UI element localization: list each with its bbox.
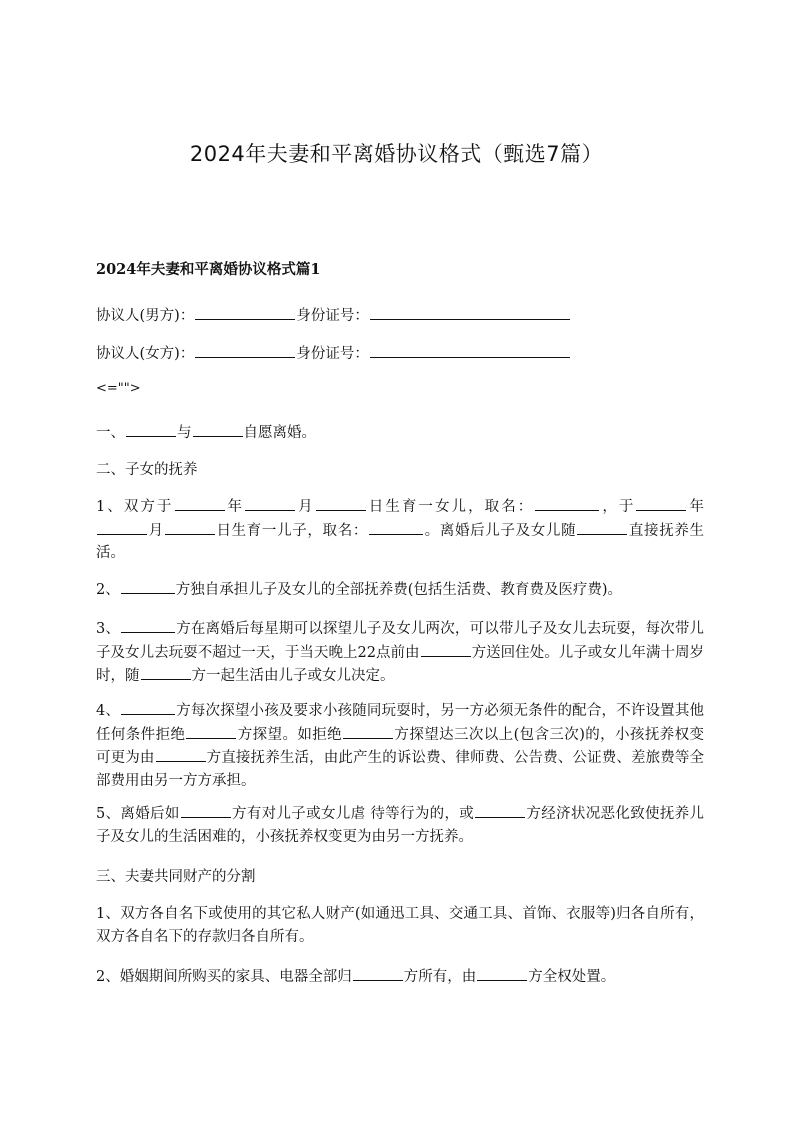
text-run: 4、 (96, 703, 121, 719)
text-run: 方探望。如拒绝 (237, 726, 343, 743)
text-run: 月 (296, 499, 315, 515)
heading-child-support: 二、子女的抚养 (96, 462, 198, 478)
item-one-suffix: 自愿离婚。 (243, 425, 316, 441)
text-run: 直接抚养生活。 (96, 522, 705, 561)
blank-field (535, 495, 599, 511)
blank-field (121, 578, 175, 594)
text-run: 方全权处置。 (528, 969, 616, 985)
blank-field (343, 723, 393, 739)
blank-field (370, 304, 570, 320)
blank-field (175, 495, 225, 511)
text-run: 1、双方于 (96, 499, 174, 515)
blank-field (370, 342, 570, 358)
property-paragraph-2 (96, 965, 704, 989)
text-run: ，于 (600, 499, 636, 515)
blank-field (245, 495, 295, 511)
text-run: 日生育一女儿，取名： (366, 499, 535, 515)
text-run: 3、 (96, 621, 121, 637)
document-title: 2024年夫妻和平离婚协议格式（甄选7篇） (189, 142, 604, 166)
party-male-label: 协议人(男方)： (96, 308, 195, 324)
item-one-line (96, 421, 706, 445)
text-run: 日生育一儿子，取名： (215, 522, 369, 539)
blank-field (636, 495, 686, 511)
blank-field (121, 699, 175, 715)
blank-field (97, 519, 147, 535)
text-run: 方所有，由 (403, 969, 477, 985)
item-one-prefix: 一、 (96, 425, 125, 441)
blank-field (181, 802, 231, 818)
blank-field (156, 746, 206, 762)
paragraph-2 (96, 578, 704, 602)
text-run: 月 (148, 522, 164, 539)
id-label: 身份证号： (296, 308, 369, 324)
blank-field (186, 723, 236, 739)
text-run: 方探望达三次以上(包含三次)的，小孩抚养权变可更为由 (96, 726, 705, 766)
item-one-mid: 与 (177, 425, 192, 441)
paragraph-5 (96, 802, 704, 848)
section-title: 2024年夫妻和平离婚协议格式篇1 (96, 261, 321, 278)
blank-field (195, 342, 295, 358)
blank-field (475, 802, 525, 818)
party-male-line (96, 304, 706, 328)
blank-field (369, 519, 423, 535)
blank-field (353, 965, 403, 981)
blank-field (193, 421, 243, 437)
id-label: 身份证号： (296, 346, 369, 362)
blank-field (121, 617, 175, 633)
blank-field (195, 304, 295, 320)
blank-field (477, 965, 527, 981)
blank-field (577, 519, 627, 535)
text-run: 年 (687, 499, 705, 515)
text-run: 方每次探望小孩及要求小孩随同玩耍时，另一方必须无条件的配合，不许设置其他任何条件拒绝 (96, 703, 704, 743)
paragraph-3 (96, 617, 704, 688)
blank-field (165, 519, 215, 535)
paragraph-1 (96, 495, 704, 565)
text-run: 5、离婚后如 (96, 806, 180, 822)
text-run: 。离婚后儿子及女儿随 (424, 522, 577, 539)
text-run: 方一起生活由儿子或女儿决定。 (191, 668, 395, 684)
text-run: 方在离婚后每星期可以探望儿子及女儿两次，可以带儿子及女儿去玩耍，每次带儿子及女儿去玩耍不超过一天，于当天晚上22点前由 (96, 621, 704, 661)
heading-property-division: 三、夫妻共同财产的分割 (96, 869, 256, 885)
blank-field (141, 664, 191, 680)
text-run: 2、 (96, 582, 120, 598)
blank-field (421, 641, 471, 657)
blank-field (316, 495, 366, 511)
party-female-line (96, 342, 706, 366)
text-run: 方独自承担儿子及女儿的全部抚养费(包括生活费、教育费及医疗费)。 (175, 582, 623, 598)
text-run: 方直接抚养生活，由此产生的诉讼费、律师费、公告费、公证费、差旅费等全部费用由另一方方承担。 (96, 750, 705, 789)
property-paragraph-1: 1、双方各自名下或使用的其它私人财产(如通迅工具、交通工具、首饰、衣服等)归各自所有，双方各自名下的存款归各自所有。 (96, 906, 704, 945)
text-run: 2、婚姻期间所购买的家具、电器全部归 (96, 969, 352, 985)
party-female-label: 协议人(女方)： (96, 346, 195, 362)
text-run: 方有对儿子或女儿虐 待等行为的，或 (231, 806, 475, 822)
text-run: 年 (225, 499, 245, 515)
stray-mark: <=""> (96, 381, 141, 396)
text-run: 方经济状况恶化致使抚养儿子及女儿的生活困难的，小孩抚养权变更为由另一方抚养。 (96, 806, 704, 845)
blank-field (126, 421, 176, 437)
paragraph-4 (96, 699, 704, 792)
text-run: 方送回住处。儿子或女儿年满十周岁时，随 (96, 644, 705, 684)
